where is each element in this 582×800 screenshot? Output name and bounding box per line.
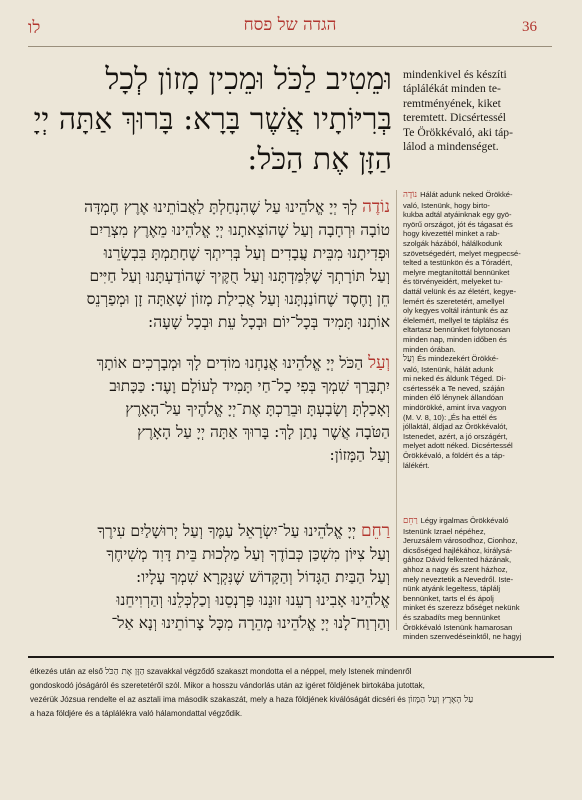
blessing-hebrew-line: בְּרִיּוֹתָיו אֲשֶׁר בָּרָא: בָּרוּךְ אַתָּה יְיָ [33, 102, 392, 137]
nodeh-lead-word: נוֹדֶה [362, 197, 390, 217]
veal-hungarian-line: Örökkévaló, a földért és a táp- [403, 450, 505, 460]
nodeh-hungarian-line: való, Istenünk, hogy birto- [403, 200, 490, 210]
rachem-hungarian-line: nünk atyánk legeltess, táplálj [403, 584, 501, 594]
veal-hungarian-line: csértessék a Te neved, száján [403, 383, 505, 393]
nodeh-hungarian-line: minden órában. [403, 344, 456, 354]
veal-marker: וְעַל [403, 354, 415, 364]
veal-hebrew [14, 352, 390, 467]
nodeh-hungarian-line: dattál velünk és az életért, kegye- [403, 286, 517, 296]
footnote-line: a haza földjére és a táplálékra való hálamondattal végződik. [30, 709, 243, 719]
blessing-hungarian-line: teremtett. Dicsértessél [403, 111, 507, 125]
nodeh-hungarian-line: és törvényeidért, melyeket tu- [403, 277, 503, 287]
veal-hungarian-line: (M. V. 8, 10): „És ha ettél és [403, 412, 497, 422]
rachem-hungarian-text: Légy irgalmas Örökkévaló [420, 516, 509, 525]
footnote-hebrew-phrase: עַל הָאָרֶץ וְעַל הַמָּזוֹן [407, 694, 474, 705]
rachem-hungarian-line: bennünket, tarts el és ápolj [403, 593, 494, 603]
veal-hungarian-line: való, Istenünk, hálát adunk [403, 364, 494, 374]
veal-hebrew-line: יִתְבָּרַךְ שִׁמְךָ בְּפִי כָל־חַי תָּמִיד לְעוֹלָם וָעֶד: כַּכָּתוּב [109, 377, 390, 395]
hebrew-page-number: לו [28, 18, 41, 38]
rachem-hebrew-line: אֱלֹהֵינוּ אָבִינוּ רְעֵנוּ זוּנֵנוּ פַּרְנְסֵנוּ וְכַלְכְּלֵנוּ וְהַרְוִיחֵנוּ [116, 591, 390, 609]
veal-lead-word: וְעַל [368, 353, 390, 373]
veal-hungarian-line: melyet adott néked. Dicsértessél [403, 441, 513, 451]
blessing-hungarian-line: Te Örökkévaló, aki táp- [403, 125, 513, 139]
blessing-hungarian [403, 68, 553, 154]
header-rule [28, 46, 552, 47]
nodeh-hungarian-line: kukba adtál atyáinknak egy gyö- [403, 210, 512, 220]
page-number: 36 [522, 19, 537, 35]
nodeh-hungarian-line [403, 190, 555, 201]
running-title: הגדה של פסח [243, 15, 337, 35]
nodeh-hungarian-line: hogy kivezettél minket a rab- [403, 229, 500, 239]
blessing-hebrew-line: וּמֵטִיב לַכֹּל וּמֵכִין מָזוֹן לְכָל [105, 62, 392, 97]
footnote-text: étkezés után az első [30, 667, 103, 676]
blessing-hebrew-line: הַזָּן אֶת הַכֹּל: [247, 142, 392, 177]
veal-hebrew-text: הַכֹּל יְיָ אֱלֹהֵינוּ אֲנַחְנוּ מוֹדִים לָךְ וּמְבָרְכִים אוֹתָךְ [96, 354, 364, 372]
rachem-hungarian-line: minden szenvedéseinktől, ne hagyj [403, 632, 522, 642]
nodeh-hungarian-line: minden nap, minden időben és [403, 334, 507, 344]
nodeh-hungarian-line: nyörű országot, jót és tágasat és [403, 219, 513, 229]
veal-hungarian-line: lálékért. [403, 460, 430, 470]
footnote-line: gondoskodó jóságáról és szeretetéről szól. Mikor a hosszu vándorlás után az igéret földjének birtokába jutottak, [30, 681, 425, 691]
nodeh-hungarian-line: szövetségedért, melyet megpecsé- [403, 248, 521, 258]
blessing-hungarian-line: mindenkivel és készíti [403, 68, 507, 81]
veal-hungarian-line: mindörökké, amint írva vagyon [403, 402, 507, 412]
nodeh-hungarian-line: lemért és szeretetért, amellyel [403, 296, 505, 306]
veal-hungarian [403, 354, 555, 470]
veal-hebrew-line: וְאָכַלְתָּ וְשָׂבָעְתָּ וּבֵרַכְתָּ אֶת־יְיָ אֱלֹהֶיךָ עַל־הָאָרֶץ [125, 400, 390, 418]
nodeh-hungarian [403, 190, 555, 354]
rachem-hungarian-line: Jeruzsálem városodhoz, Cionhoz, [403, 536, 518, 546]
rachem-hungarian-line: minket és szerezz bőséget nekünk [403, 603, 520, 613]
footnote-line [30, 693, 554, 707]
blessing-hungarian-line: lálod a mindenséget. [403, 140, 499, 154]
rachem-hungarian-line: Istenünk Izrael népéhez, [403, 526, 486, 536]
footnote-hebrew-phrase: הַזָּן אֶת הַכֹּל [105, 667, 145, 677]
nodeh-hebrew-line: טוֹבָה וּרְחָבָה וְעַל שֶׁהוֹצֵאתָנוּ יְיָ אֱלֹהֵינוּ מֵאֶרֶץ מִצְרַיִם [89, 221, 390, 239]
column-divider [396, 190, 397, 630]
nodeh-hebrew-text: לְךָ יְיָ אֱלֹהֵינוּ עַל שֶׁהִנְחַלְתָּ לַאֲבוֹתֵינוּ אֶרֶץ חֶמְדָּה [84, 198, 358, 216]
rachem-hungarian-line: Örökkévaló Istenünk hamarosan [403, 622, 513, 632]
nodeh-marker: נוֹדֶה [403, 190, 418, 200]
veal-hungarian-line: jóllaktál, áldjad az Örökkévalót, [403, 422, 508, 432]
nodeh-hungarian-line: telted a testünkön és a Tóradért, [403, 258, 513, 268]
veal-hebrew-line: הַטֹּבָה אֲשֶׁר נָתַן לָךְ: בָּרוּךְ אַתָּה יְיָ עַל הָאָרֶץ [137, 423, 390, 441]
veal-hungarian-line: mi neked és áldunk Téged. Di- [403, 374, 506, 384]
rachem-hungarian-line: dicsőséged hajlékához, királysá- [403, 545, 513, 555]
nodeh-hungarian-line: melyre megtanítottál bennünket [403, 267, 510, 277]
rachem-hungarian-line [403, 516, 555, 527]
veal-hungarian-line: minden élő lénynek állandóan [403, 393, 504, 403]
nodeh-hebrew-line: אוֹתָנוּ תָּמִיד בְּכָל־יוֹם וּבְכָל עֵת וּבְכָל שָׁעָה: [147, 313, 390, 331]
veal-hebrew-line: וְעַל הַמָּזוֹן: [329, 446, 390, 464]
footnote-rule [28, 656, 554, 658]
nodeh-hungarian-line: eltartasz bennünket folytonosan [403, 325, 511, 335]
nodeh-hungarian-text: Hálát adunk neked Örökké- [420, 190, 513, 199]
rachem-hebrew [14, 520, 390, 635]
rachem-marker: רַחֵם [403, 516, 418, 526]
footnote-line [30, 665, 554, 679]
nodeh-hebrew [14, 196, 390, 334]
rachem-lead-word: רַחֵם [360, 521, 390, 541]
veal-hungarian-text: És mindezekért Örökké- [417, 354, 499, 363]
nodeh-hebrew-line: וּפְדִיתָנוּ מִבֵּית עֲבָדִים וְעַל בְּרִיתְךָ שֶׁחָתַמְתָּ בִּבְשָׂרֵנוּ [103, 244, 390, 262]
blessing-hungarian-line: táplálékát minden te- [403, 82, 501, 96]
nodeh-hebrew-line [14, 196, 390, 219]
nodeh-hungarian-line: szolgák házából, hálálkodunk [403, 238, 503, 248]
nodeh-hebrew-line: וְעַל תּוֹרָתְךָ שֶׁלִּמַּדְתָּנוּ וְעַל חֻקֶּיךָ שֶׁהוֹדַעְתָּנוּ וְעַל חַיִּים [89, 267, 390, 285]
rachem-hebrew-line: וְעַל צִיּוֹן מִשְׁכַּן כְּבוֹדֶךָ וְעַל מַלְכוּת בֵּית דָּוִד מְשִׁיחֶךָ [106, 545, 390, 563]
footnote [30, 665, 554, 721]
rachem-hungarian-line: mely neveztetik a Nevedről. Iste- [403, 574, 514, 584]
rachem-hungarian [403, 516, 555, 642]
rachem-hebrew-line: וְעַל הַבַּיִת הַגָּדוֹל וְהַקָּדוֹשׁ שֶׁנִּקְרָא שִׁמְךָ עָלָיו: [135, 568, 390, 586]
rachem-hebrew-text: יְיָ אֱלֹהֵינוּ עַל־יִשְׂרָאֵל עַמֶּךָ וְעַל יְרוּשָׁלַיִם עִירֶךָ [97, 522, 357, 540]
blessing-hebrew [14, 60, 392, 180]
veal-hungarian-line: Istenedet, azért, a jó országért, [403, 431, 508, 441]
nodeh-hungarian-line: élelemért, mellyel te táplálsz és [403, 315, 509, 325]
rachem-hebrew-line [14, 520, 390, 543]
veal-hungarian-line [403, 354, 555, 365]
veal-hebrew-line [14, 352, 390, 375]
rachem-hungarian-line: ahhoz a nagy és szent házhoz, [403, 564, 508, 574]
footnote-text: szavakkal végződő szakaszt mondotta el a néppel, mely Istenek mindenről [146, 667, 412, 676]
blessing-hungarian-line: remtményének, kiket [403, 96, 501, 110]
rachem-hungarian-line: és szabadíts meg bennünket [403, 612, 501, 622]
footnote-text: vezérük Józsua rendelte el az asztali ima második szakaszát, mely a haza földjének kiválóságát dicséri és [30, 694, 406, 704]
nodeh-hebrew-line: חֵן וָחֶסֶד שֶׁחוֹנַנְתָּנוּ וְעַל אֲכִילַת מָזוֹן שָׁאַתָּה זָן וּמְפַרְנֵס [86, 290, 390, 308]
nodeh-hungarian-line: oly kegyes voltál irántunk és az [403, 306, 509, 316]
rachem-hungarian-line: gához Dávid felkented házának, [403, 555, 512, 565]
rachem-hebrew-line: וְהַרְוַח־לָנוּ יְיָ אֱלֹהֵינוּ מְהֵרָה מִכָּל צָרוֹתֵינוּ וְנָא אַל־ [111, 614, 390, 632]
